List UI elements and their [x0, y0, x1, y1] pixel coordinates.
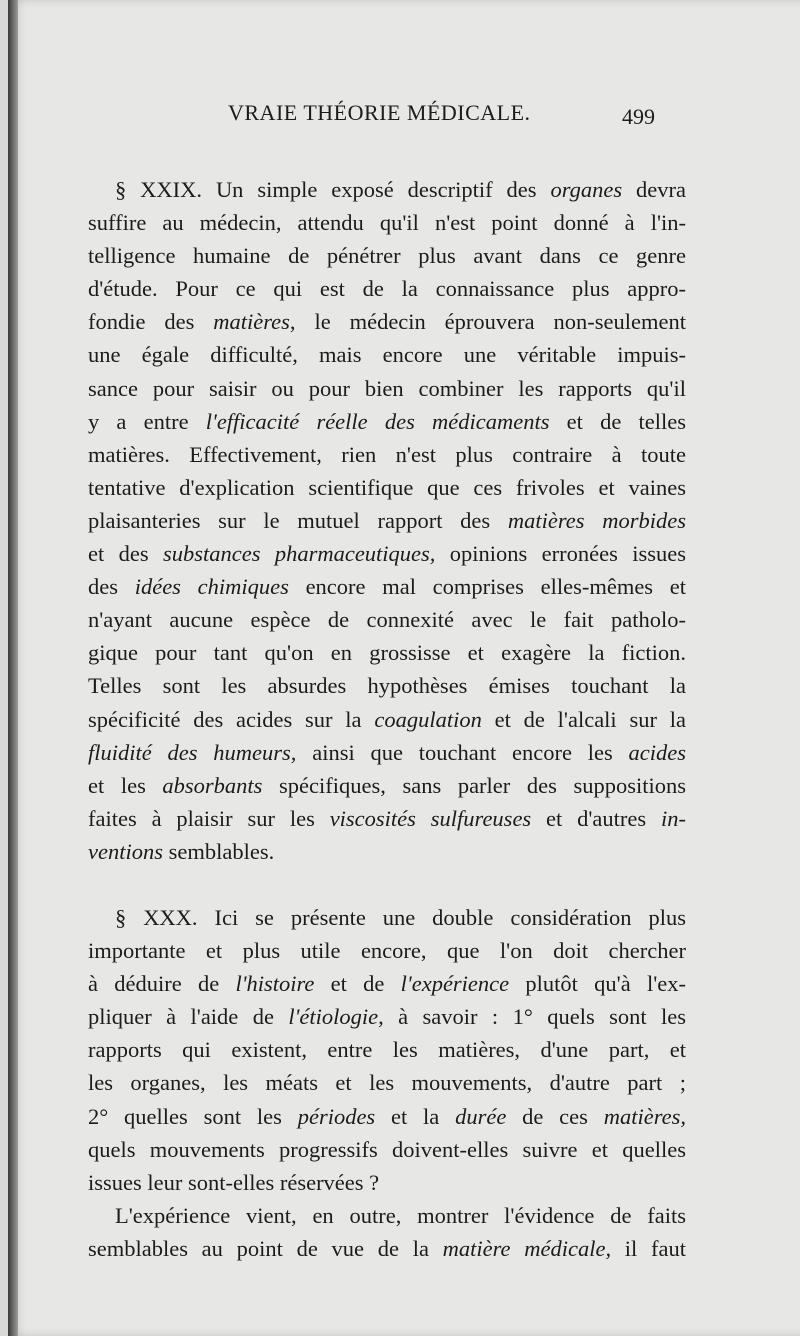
text-line: des idées chimiques encore mal comprises elles-mêmes et	[88, 574, 686, 600]
text-line: 2° quelles sont les périodes et la durée de ces matières,	[88, 1103, 686, 1129]
text-line: Telles sont les absurdes hypothèses émises touchant la	[88, 673, 686, 699]
text-line: d'étude. Pour ce qui est de la connaissance plus appro-	[88, 276, 686, 302]
text-line: gique pour tant qu'on en grossisse et exagère la fiction.	[88, 640, 686, 666]
text-line: et des substances pharmaceutiques, opinions erronées issues	[88, 541, 687, 567]
text-line: n'ayant aucune espèce de connexité avec le fait patholo-	[88, 607, 686, 633]
text-line: les organes, les méats et les mouvements, d'autre part ;	[88, 1070, 686, 1096]
text-line: importante et plus utile encore, que l'on doit chercher	[88, 938, 686, 964]
text-line: L'expérience vient, en outre, montrer l'évidence de faits	[115, 1202, 686, 1228]
text-line: suffire au médecin, attendu qu'il n'est point donné à l'in-	[88, 210, 686, 236]
text-line: faites à plaisir sur les viscosités sulfureuses et d'autres in-	[88, 805, 686, 831]
body-text	[88, 173, 686, 1265]
page-number: 499	[622, 104, 655, 129]
book-page	[8, 0, 800, 1336]
text-line: y a entre l'efficacité réelle des médicaments et de telles	[88, 408, 686, 434]
text-line: pliquer à l'aide de l'étiologie, à savoir : 1° quels sont les	[88, 1004, 687, 1030]
text-line: § XXIX. Un simple exposé descriptif des organes devra	[115, 177, 686, 202]
text-line: ventions semblables.	[88, 838, 275, 864]
text-line: spécificité des acides sur la coagulation et de l'alcali sur la	[88, 706, 686, 732]
text-line: § XXX. Ici se présente une double considération plus	[115, 904, 686, 930]
text-line: matières. Effectivement, rien n'est plus contraire à toute	[88, 441, 686, 467]
running-head	[8, 100, 800, 134]
text-line: quels mouvements progressifs doivent-elles suivre et quelles	[88, 1136, 686, 1162]
text-line: à déduire de l'histoire et de l'expérience plutôt qu'à l'ex-	[88, 971, 686, 997]
text-line: tentative d'explication scientifique que ces frivoles et vaines	[88, 474, 686, 500]
text-line: issues leur sont-elles réservées ?	[88, 1169, 380, 1195]
text-line: telligence humaine de pénétrer plus avant dans ce genre	[88, 243, 686, 269]
text-line: fluidité des humeurs, ainsi que touchant encore les acides	[88, 739, 686, 765]
running-title: VRAIE THÉORIE MÉDICALE.	[228, 100, 531, 125]
page-binding-edge	[8, 0, 18, 1336]
text-line: une égale difficulté, mais encore une véritable impuis-	[88, 342, 686, 368]
text-line: rapports qui existent, entre les matières, d'une part, et	[88, 1037, 686, 1063]
text-line: sance pour saisir ou pour bien combiner les rapports qu'il	[88, 375, 686, 401]
text-line: et les absorbants spécifiques, sans parler des suppositions	[88, 772, 686, 798]
text-line: semblables au point de vue de la matière médicale, il faut	[88, 1235, 686, 1261]
text-line: fondie des matières, le médecin éprouvera non-seulement	[88, 309, 686, 335]
text-line: plaisanteries sur le mutuel rapport des matières morbides	[88, 507, 686, 533]
